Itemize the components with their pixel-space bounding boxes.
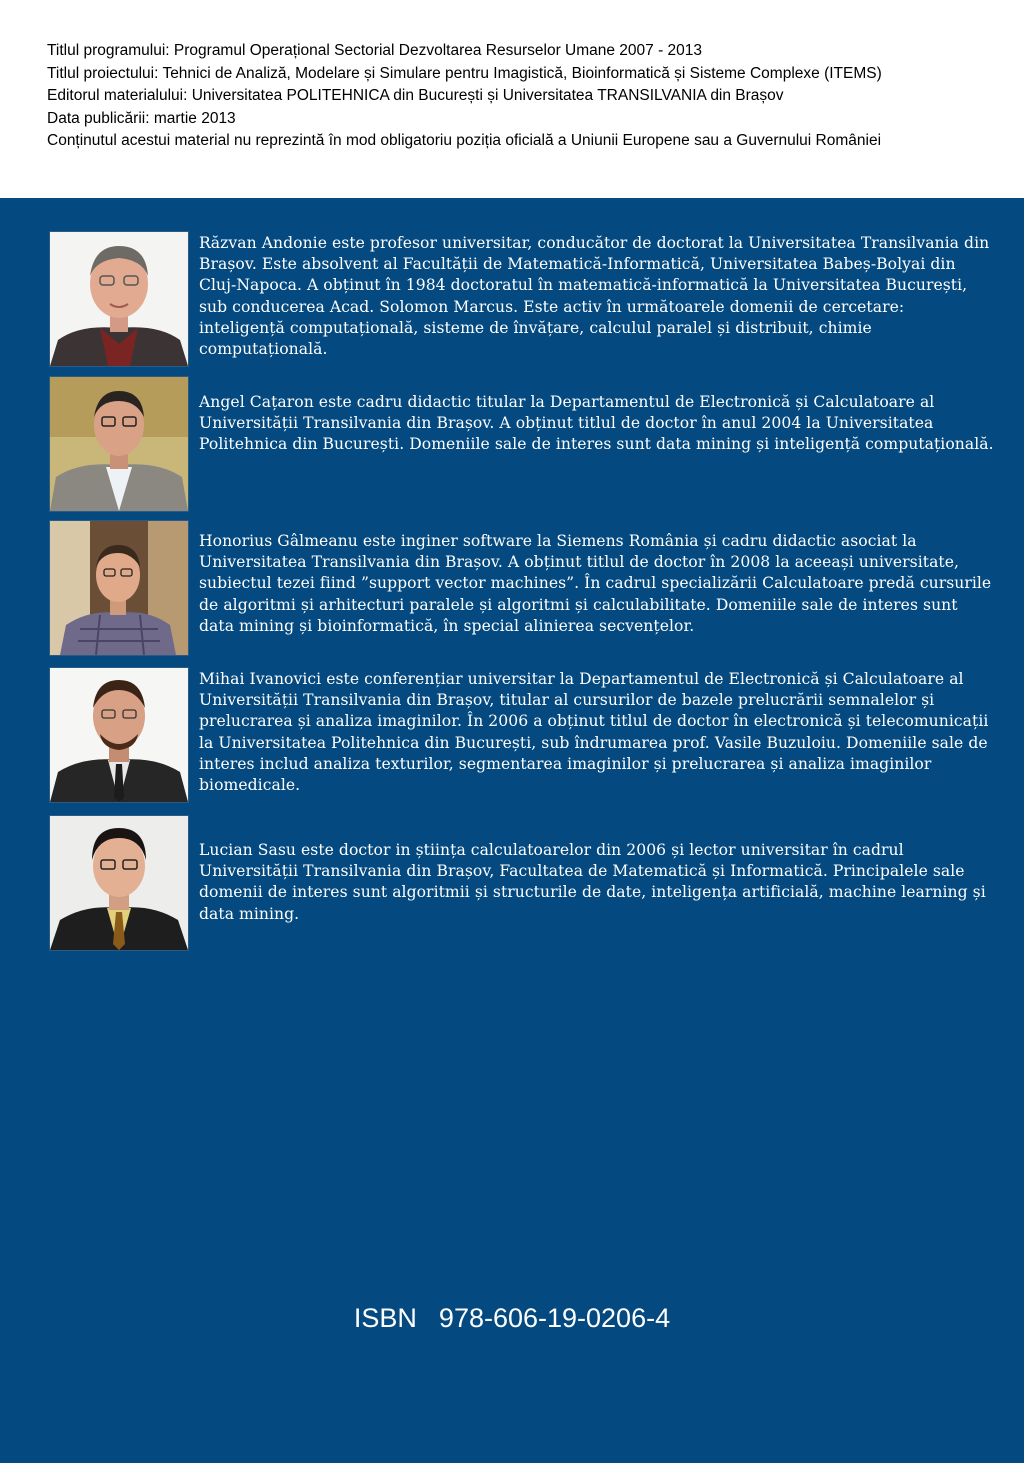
author-photo-sasu <box>49 815 189 951</box>
portrait-image <box>50 521 188 655</box>
disclaimer-line: Conținutul acestui material nu reprezintă în mod obligatoriu poziția oficială a Uniunii Europene sau a Guvernului României <box>47 132 882 149</box>
project-title-line: Titlul proiectului: Tehnici de Analiză, Modelare și Simulare pentru Imagistică, Bioinformatică și Sisteme Complexe (ITEMS) <box>47 64 882 82</box>
author-photo-andonie <box>49 231 189 367</box>
publication-info-lines <box>47 40 882 153</box>
portrait-image <box>50 377 188 511</box>
program-title-line: Titlul programului: Programul Operațional Sectorial Dezvoltarea Resurselor Umane 2007 - 2013 <box>47 42 703 59</box>
author-bio-sasu: Lucian Sasu este doctor in știința calculatoarelor din 2006 și lector universitar în cadrul Universității Transilvania din Brașov, Facultatea de Matematică și Informatică. Principalele sale domenii de interes sunt algoritmii și structurile de date, inteligența artificială, machine learning și data mining. <box>199 841 986 923</box>
portrait-image <box>50 232 188 366</box>
author-bio-andonie: Răzvan Andonie este profesor universitar, conducător de doctorat la Universitatea Transilvania din Brașov. Este absolvent al Facultății de Matematică-Informatică, Universitatea Babeș-Bolyai din Cluj-Napoca. A obținut în 1984 doctoratul în matematică-informatică la Universitatea București, sub conducerea Acad. Solomon Marcus. Este activ în următoarele domenii de cercetare: inteligență computațională, sisteme de învățare, calculul paralel și distribuit, chimie computațională. <box>199 234 990 359</box>
portrait-image <box>50 668 188 802</box>
author-photo-ivanovici <box>49 667 189 803</box>
author-bio-cataron: Angel Cațaron este cadru didactic titular la Departamentul de Electronică și Calculatoare al Universității Transilvania din Brașov. A obținut titlul de doctor în anul 2004 la Universitatea Politehnica din București. Domeniile sale de interes sunt data mining și inteligență computațională. <box>199 393 994 454</box>
isbn-label: ISBN <box>353 1303 417 1333</box>
author-bio-ivanovici: Mihai Ivanovici este conferențiar universitar la Departamentul de Electronică și Calculatoare al Universității Transilvania din Brașov, titular al cursurilor de bazele prelucrării semnalelor și prelucrarea și analiza imaginilor. În 2006 a obținut titlul de doctor în electronică și telecomunicații la Universitatea Politehnica din București, sub îndrumarea prof. Vasile Buzuloiu. Domeniile sale de interes includ analiza texturilor, segmentarea imaginilor și prelucrarea și analiza imaginilor biomedicale. <box>199 670 989 795</box>
isbn <box>0 1303 1024 1334</box>
isbn-number: 978-606-19-0206-4 <box>438 1303 671 1333</box>
publication-info-header <box>0 0 1024 198</box>
author-photo-galmeanu <box>49 520 189 656</box>
editor-line: Editorul materialului: Universitatea POLITEHNICA din București și Universitatea TRANSILVANIA din Brașov <box>47 87 784 104</box>
portrait-image <box>50 816 188 950</box>
author-photo-cataron <box>49 376 189 512</box>
author-bio-galmeanu: Honorius Gâlmeanu este inginer software la Siemens România și cadru didactic asociat la Universitatea Transilvania din Brașov. A obținut titlul de doctor în 2008 la aceeași universitate, subiectul tezei fiind ”support vector machines”. În cadrul specializării Calculatoare predă cursurile de algoritmi și arhitecturi paralele și algoritmi și calculabilitate. Domeniile sale de interes sunt data mining și bioinformatică, în special alinierea secvențelor. <box>199 532 992 635</box>
publication-date-line: Data publicării: martie 2013 <box>47 109 236 127</box>
